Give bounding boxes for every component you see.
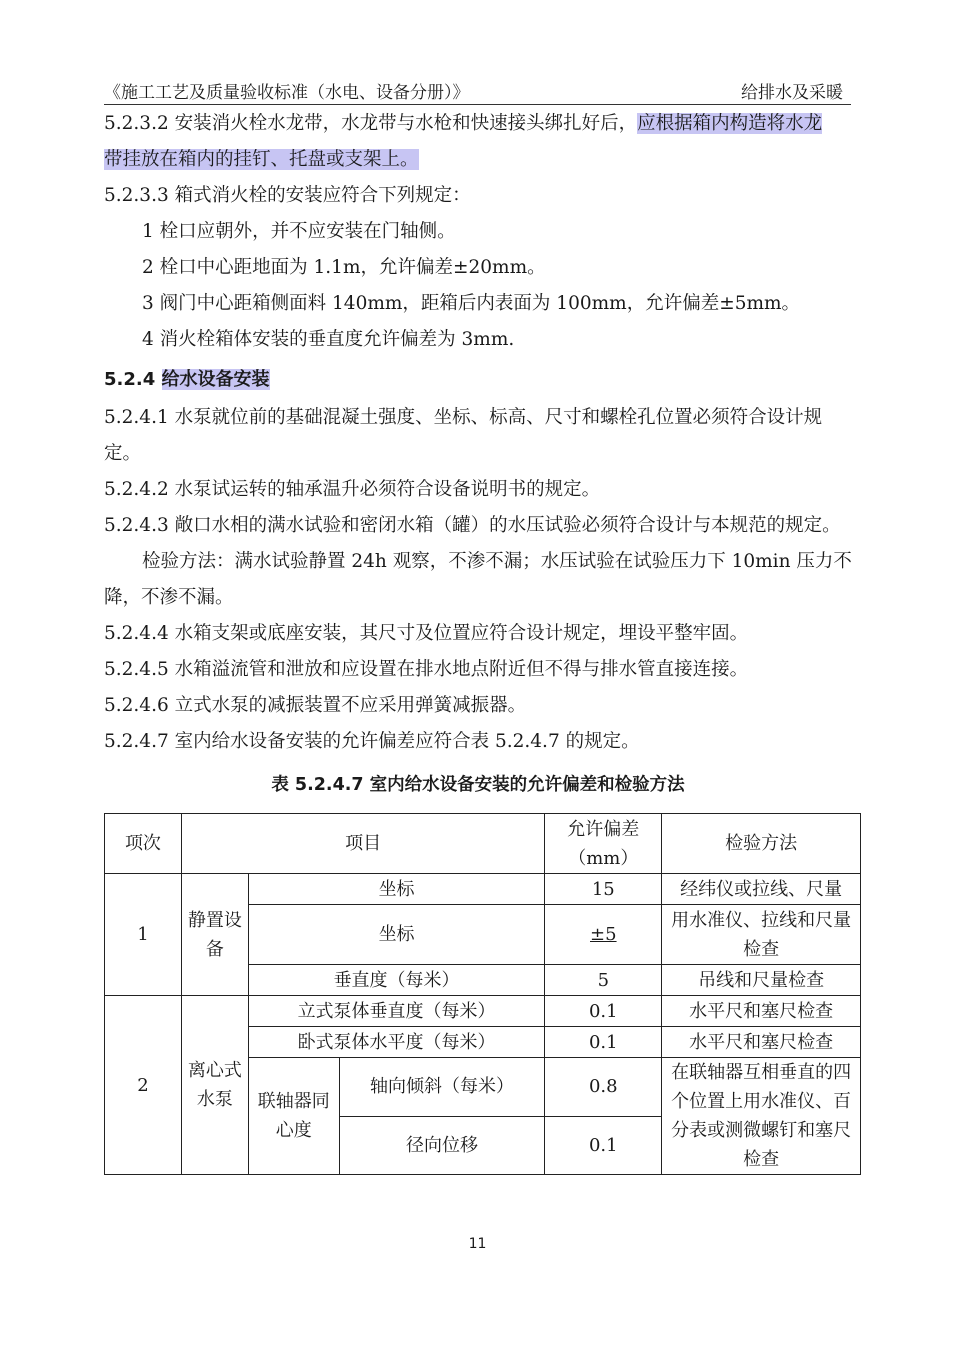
list-item: 2 栓口中心距地面为 1.1m，允许偏差±20mm。: [142, 257, 546, 278]
inspection-method: 检验方法：满水试验静置 24h 观察，不渗不漏；水压试验在试验压力下 10min 压力不降，不渗不漏。: [104, 551, 852, 608]
row-number: 2: [105, 996, 182, 1175]
item-cell: 径向位移: [339, 1116, 545, 1175]
list-item: 1 栓口应朝外，并不应安装在门轴侧。: [142, 221, 456, 242]
tolerance-cell: ±5: [545, 905, 662, 965]
category-cell: 静置设备: [181, 874, 248, 996]
subcategory-cell: 联轴器同心度: [248, 1058, 339, 1175]
method-cell: 在联轴器互相垂直的四个位置上用水准仪、百分表或测微螺钉和塞尺检查: [662, 1058, 861, 1175]
tolerance-table: [104, 813, 861, 1175]
table-header-row: [105, 814, 861, 874]
header-cell: 项次: [105, 814, 182, 874]
paragraph-5-2-3-3: 5.2.3.3 箱式消火栓的安装应符合下列规定：: [104, 185, 471, 206]
paragraph-5-2-4-1: 5.2.4.1 水泵就位前的基础混凝土强度、坐标、标高、尺寸和螺栓孔位置必须符合设计规定。: [104, 407, 823, 464]
header-book-title: 《施工工艺及质量验收标准（水电、设备分册）》: [104, 83, 470, 103]
section-title: 给水设备安装: [161, 369, 270, 390]
tolerance-cell: 15: [545, 874, 662, 905]
tolerance-cell: 0.1: [545, 1116, 662, 1175]
table-row: [105, 874, 861, 905]
page-number: 11: [468, 1236, 487, 1252]
paragraph-5-2-4-6: 5.2.4.6 立式水泵的减振装置不应采用弹簧减振器。: [104, 695, 527, 716]
category-cell: 离心式水泵: [181, 996, 248, 1175]
item-cell: 坐标: [248, 874, 545, 905]
section-number: 5.2.4: [104, 369, 162, 390]
list-item: 4 消火栓箱体安装的垂直度允许偏差为 3mm.: [142, 329, 515, 350]
method-cell: 经纬仪或拉线、尺量: [662, 874, 861, 905]
tolerance-cell: 0.1: [545, 996, 662, 1027]
method-cell: 用水准仪、拉线和尺量检查: [662, 905, 861, 965]
method-cell: 水平尺和塞尺检查: [662, 996, 861, 1027]
running-header: [104, 78, 851, 105]
item-cell: 立式泵体垂直度（每米）: [248, 996, 545, 1027]
item-cell: 卧式泵体水平度（每米）: [248, 1027, 545, 1058]
header-cell: 检验方法: [662, 814, 861, 874]
paragraph-5-2-4-2: 5.2.4.2 水泵试运转的轴承温升必须符合设备说明书的规定。: [104, 479, 601, 500]
paragraph-5-2-4-4: 5.2.4.4 水箱支架或底座安装，其尺寸及位置应符合设计规定，埋设平整牢固。: [104, 623, 749, 644]
paragraph-5-2-4-3: 5.2.4.3 敞口水相的满水试验和密闭水箱（罐）的水压试验必须符合设计与本规范的规定。: [104, 515, 841, 536]
section-heading: [104, 362, 852, 398]
tolerance-cell: 5: [545, 965, 662, 996]
paragraph-5-2-4-5: 5.2.4.5 水箱溢流管和泄放和应设置在排水地点附近但不得与排水管直接连接。: [104, 659, 749, 680]
highlighted-text: 应根据箱内构造将水龙: [637, 113, 823, 134]
method-cell: 水平尺和塞尺检查: [662, 1027, 861, 1058]
paragraph-5-2-4-7: 5.2.4.7 室内给水设备安装的允许偏差应符合表 5.2.4.7 的规定。: [104, 731, 640, 752]
item-cell: 坐标: [248, 905, 545, 965]
table-caption: 表 5.2.4.7 室内给水设备安装的允许偏差和检验方法: [271, 775, 685, 795]
highlighted-text-cont: 带挂放在箱内的挂钉、托盘或支架上。: [104, 149, 419, 170]
header-section-title: 给排水及采暖: [741, 83, 843, 103]
item-cell: 垂直度（每米）: [248, 965, 545, 996]
method-cell: 吊线和尺量检查: [662, 965, 861, 996]
body-text: [104, 106, 852, 802]
header-cell: 项目: [181, 814, 544, 874]
tolerance-cell: 0.8: [545, 1058, 662, 1117]
table-row: [105, 996, 861, 1027]
item-cell: 轴向倾斜（每米）: [339, 1058, 545, 1117]
list-item: 3 阀门中心距箱侧面料 140mm，距箱后内表面为 100mm，允许偏差±5mm。: [142, 293, 801, 314]
paragraph-5-2-3-2-text: 5.2.3.2 安装消火栓水龙带，水龙带与水枪和快速接头绑扎好后，: [104, 113, 638, 134]
paragraph-5-2-3-2: [104, 106, 852, 178]
header-cell: 允许偏差（mm）: [545, 814, 662, 874]
row-number: 1: [105, 874, 182, 996]
tolerance-cell: 0.1: [545, 1027, 662, 1058]
